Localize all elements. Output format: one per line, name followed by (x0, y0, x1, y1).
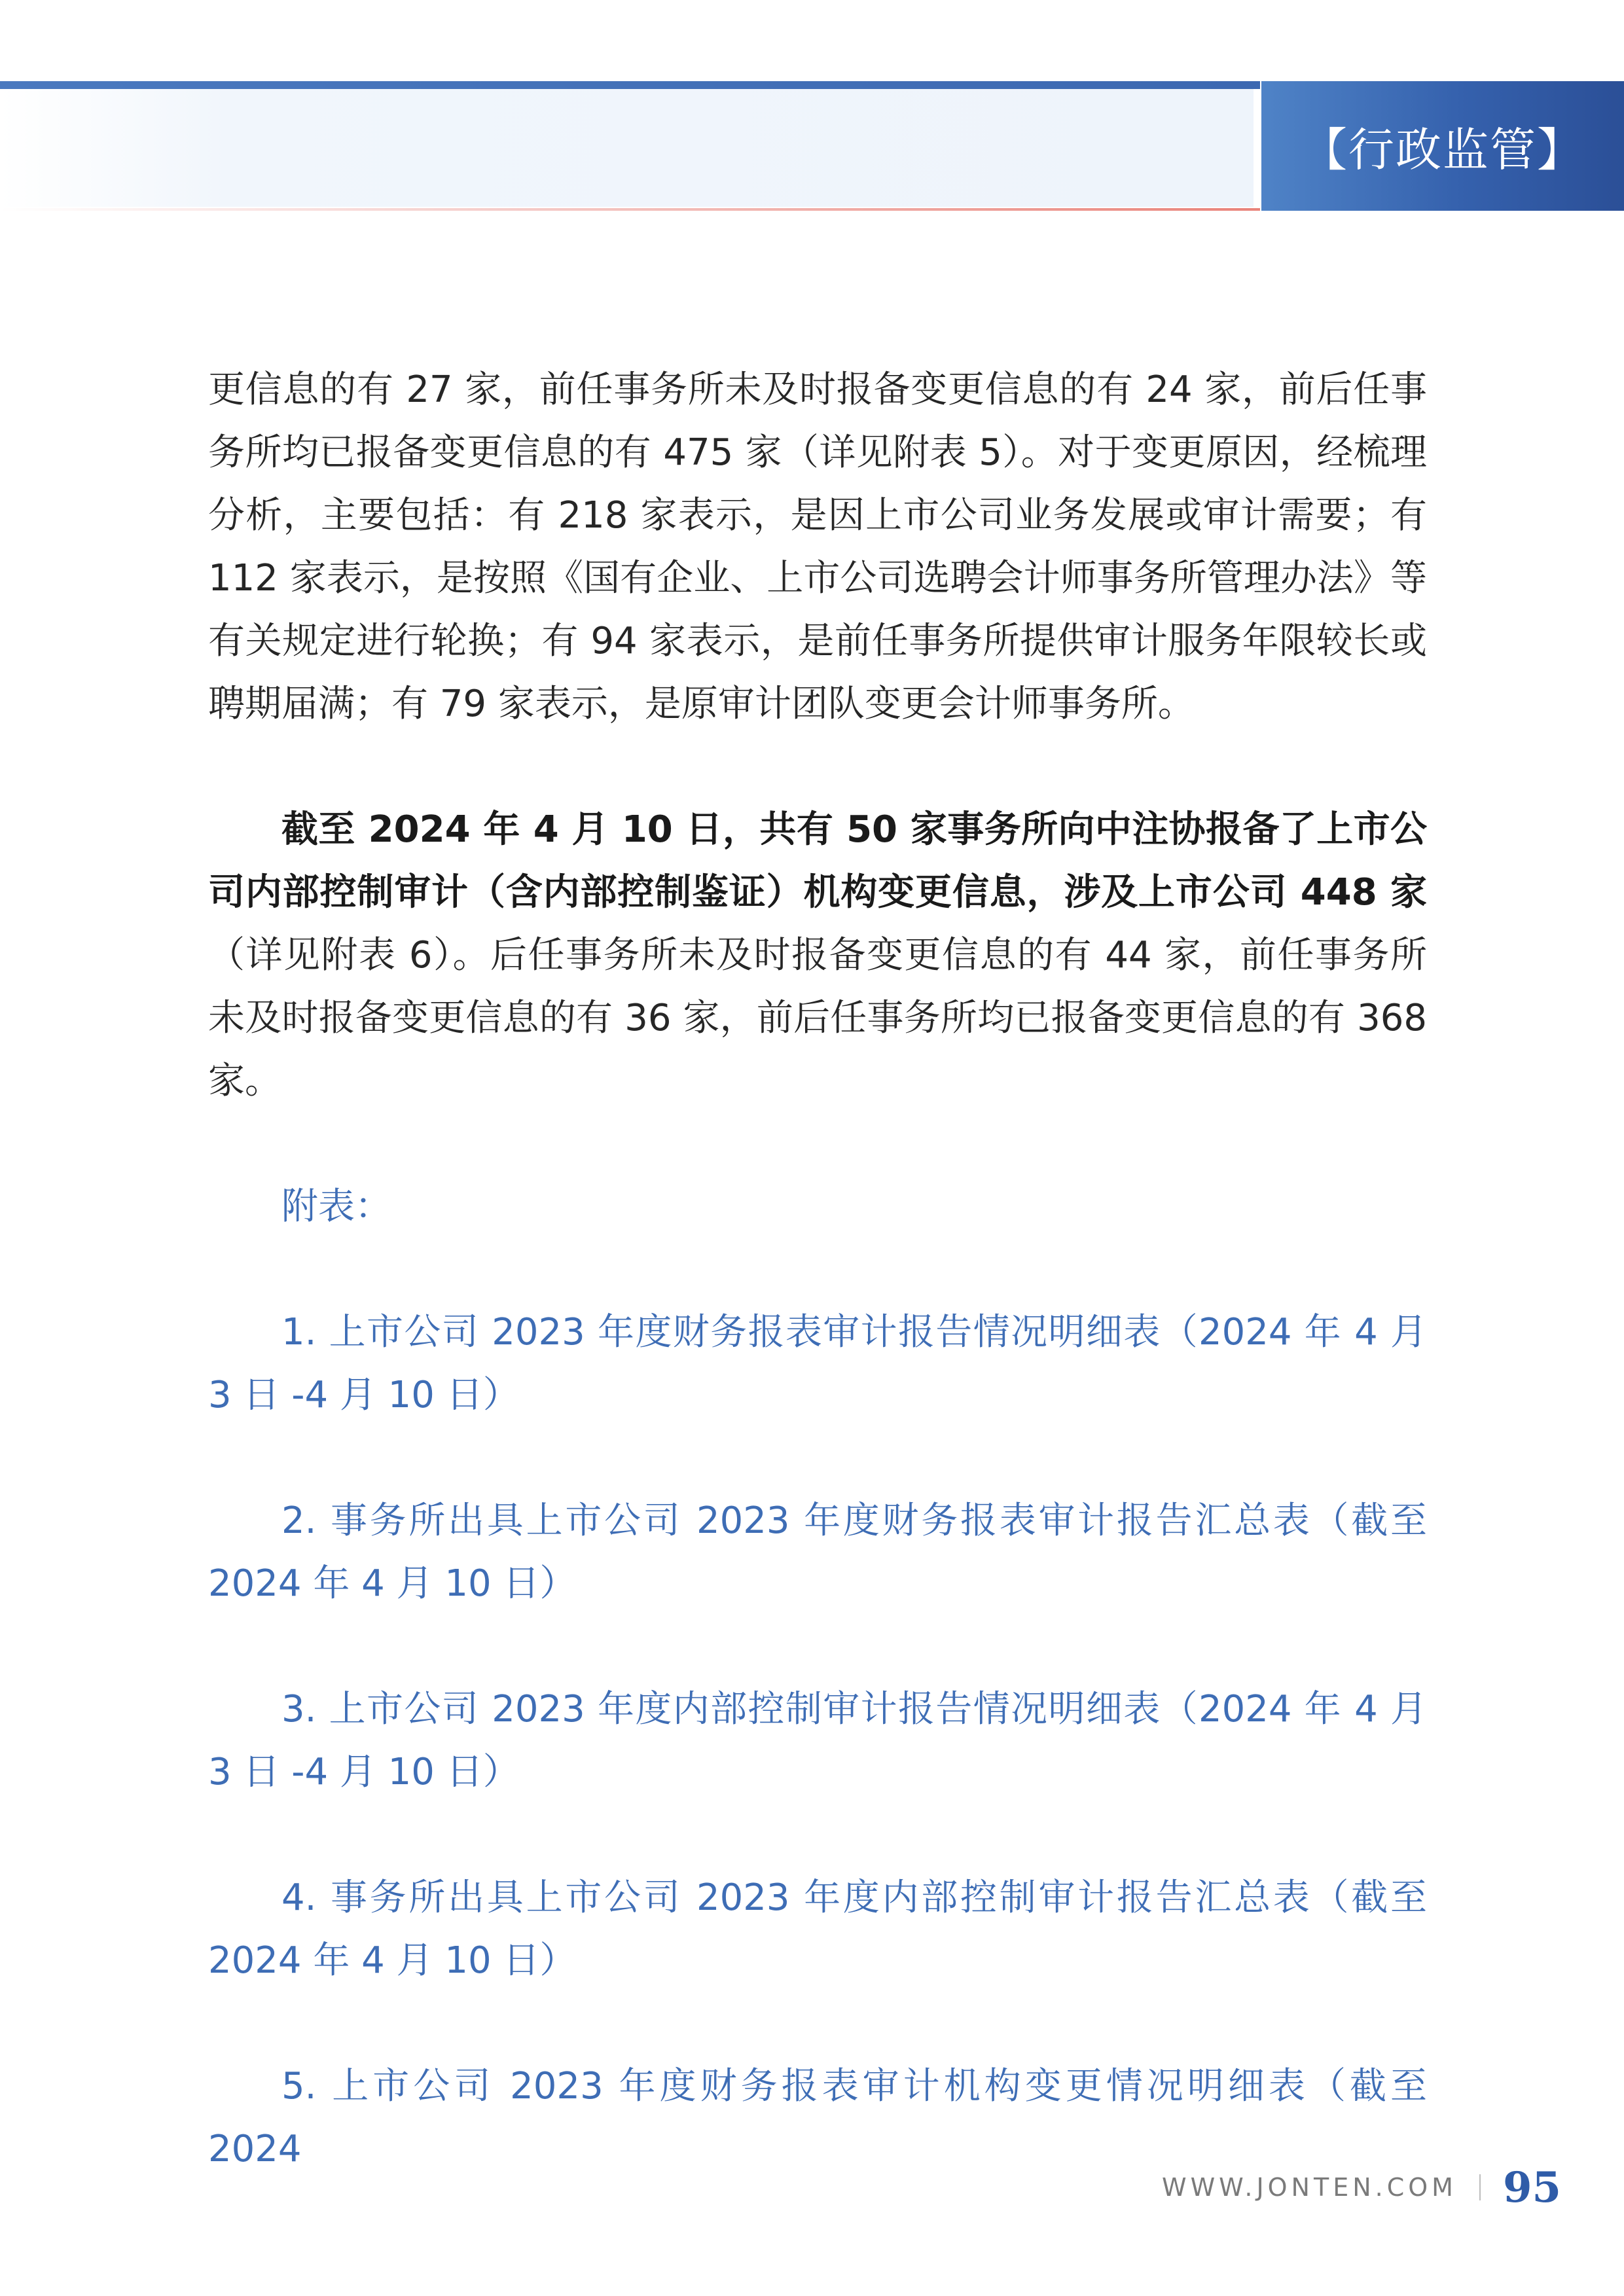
header-accent-line (0, 208, 1260, 211)
paragraph-audit-changes: 更信息的有 27 家，前任事务所未及时报备变更信息的有 24 家，前后任事务所均已报备变更信息的有 475 家（详见附表 5）。对于变更原因，经梳理分析，主要包括：有 218 家表示，是因上市公司业务发展或审计需要；有 112 家表示，是按照《国有企业、上市公司选聘会计师事务所管理办法》等有关规定进行轮换；有 94 家表示，是前任事务所提供审计服务年限较长或聘期届满；有 79 家表示，是原审计团队变更会计师事务所。 (208, 368, 1427, 725)
spacer (208, 1113, 1427, 1175)
paragraph-bold-lead: 截至 2024 年 4 月 10 日，共有 50 家事务所向中注协报备了上市公司内部控制审计（含内部控制鉴证）机构变更信息，涉及上市公司 448 家 (208, 808, 1427, 914)
spacer (208, 1992, 1427, 2055)
appendix-label: 附表： (281, 1185, 391, 1228)
paragraph-internal-control-changes (208, 798, 1427, 1113)
spacer (208, 1804, 1427, 1867)
spacer (208, 1615, 1427, 1678)
spacer (208, 1427, 1427, 1490)
appendix-item-5: 5. 上市公司 2023 年度财务报表审计机构变更情况明细表（截至 2024 (208, 2065, 1427, 2170)
section-label: 【行政监管】 (1301, 122, 1584, 177)
appendix-item-3: 3. 上市公司 2023 年度内部控制审计报告情况明细表（2024 年 4 月 3 日 -4 月 10 日） (208, 1688, 1427, 1793)
section-tab (1261, 81, 1624, 211)
footer-divider (1479, 2174, 1481, 2200)
appendix-item-1: 1. 上市公司 2023 年度财务报表审计报告情况明细表（2024 年 4 月 3 日 -4 月 10 日） (208, 1311, 1427, 1416)
header-band (0, 89, 1254, 207)
spacer (208, 1238, 1427, 1301)
page-footer (1162, 2161, 1561, 2214)
spacer (208, 736, 1427, 798)
page-number: 95 (1502, 2162, 1561, 2212)
appendix-item-2: 2. 事务所出具上市公司 2023 年度财务报表审计报告汇总表（截至 2024 年 4 月 10 日） (208, 1499, 1427, 1605)
page-body (208, 359, 1427, 2181)
website-url: WWW.JONTEN.COM (1162, 2173, 1457, 2202)
paragraph-rest: （详见附表 6）。后任事务所未及时报备变更信息的有 44 家，前任事务所未及时报备变更信息的有 36 家，前后任事务所均已报备变更信息的有 368 家。 (208, 934, 1427, 1102)
appendix-item-4: 4. 事务所出具上市公司 2023 年度内部控制审计报告汇总表（截至 2024 年 4 月 10 日） (208, 1876, 1427, 1982)
header-top-rule (0, 81, 1260, 89)
